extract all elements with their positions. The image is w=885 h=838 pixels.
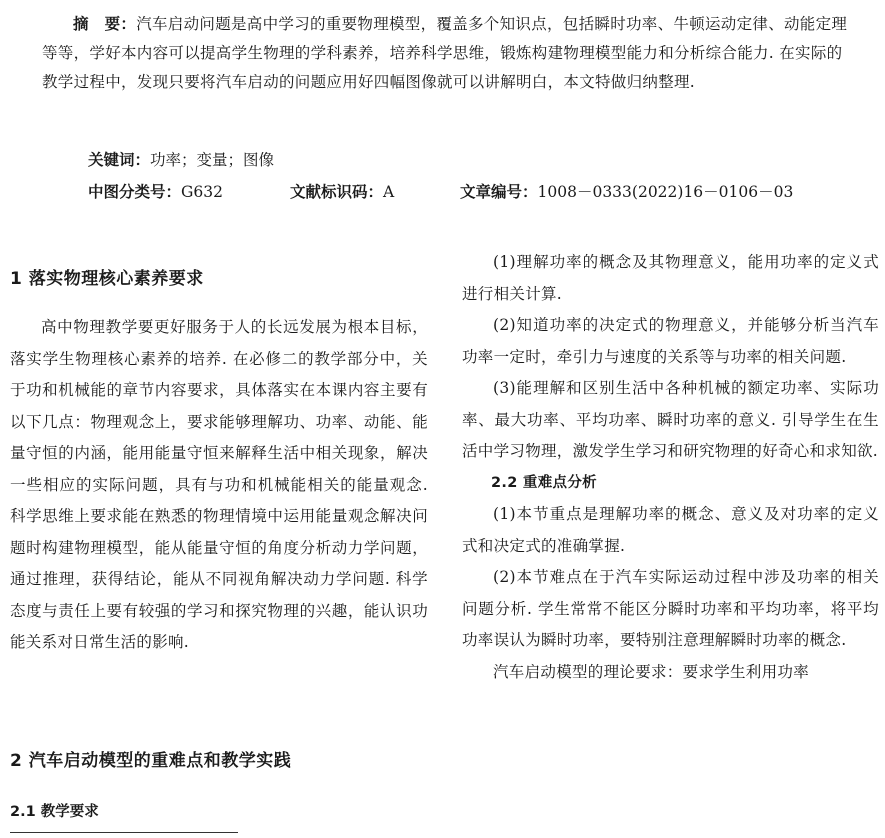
footnote-rule: [10, 832, 238, 833]
paragraph: (1)理解功率的概念及其物理意义，能用功率的定义式进行相关计算.: [462, 253, 879, 303]
paragraph: 高中物理教学要更好服务于人的长远发展为根本目标，落实学生物理核心素养的培养. 在必修二的教学部分中，关于功和机械能的章节内容要求，具体落实在本课内容主要有以下几点：物理观念上，要求能够理解功、功率、动能、能量守恒的内涵，能用能量守恒来解释生活中相关现象，解决一些相应的实际问题，具有与功和机械能相关的能量观念. 科学思维上要求能在熟悉的物理情境中运用能量观念解决问题时构建物理模型，能从能量守恒的角度分析动力学问题，通过推理，获得结论，能从不同视角解决动力学问题. 科学态度与责任上要有较强的学习和探究物理的兴趣，能认识功能关系对日常生活的影响.: [10, 318, 428, 651]
paragraph: (2)知道功率的决定式的物理意义，并能够分析当汽车功率一定时，牵引力与速度的关系等与功率的相关问题.: [462, 316, 879, 366]
paragraph: (3)能理解和区别生活中各种机械的额定功率、实际功率、最大功率、平均功率、瞬时功率的意义. 引导学生在生活中学习物理，激发学生学习和研究物理的好奇心和求知欲.: [462, 379, 879, 460]
paragraph: 汽车启动模型的理论要求：要求学生利用功率: [493, 662, 810, 681]
left-column: [10, 312, 428, 659]
clc-label: 中图分类号：: [88, 183, 182, 201]
abstract: [42, 10, 850, 97]
right-column: [462, 247, 879, 688]
subsection-heading-2-1: 2.1 教学要求: [10, 804, 99, 820]
subsection-heading-2-2: 2.2 重难点分析: [491, 474, 597, 491]
abstract-text: 汽车启动问题是高中学习的重要物理模型，覆盖多个知识点，包括瞬时功率、牛顿运动定律、动能定理等等，学好本内容可以提高学生物理的学科素养，培养科学思维，锻炼构建物理模型能力和分析综合能力. 在实际的教学过程中，发现只要将汽车启动的问题应用好四幅图像就可以讲解明白，本文特做归纳整理.: [42, 15, 848, 91]
keywords-text: 功率；变量；图像: [150, 151, 275, 169]
keywords-label: 关键词：: [88, 151, 151, 169]
doc-value: A: [383, 183, 395, 201]
keywords: [88, 146, 274, 175]
section-heading-1: 1 落实物理核心素养要求: [10, 269, 204, 289]
section-heading-2: 2 汽车启动模型的重难点和教学实践: [10, 751, 292, 771]
art-value: 1008－0333(2022)16－0106－03: [537, 183, 794, 201]
document-code: [290, 178, 394, 207]
doc-label: 文献标识码：: [290, 183, 384, 201]
paragraph: (2)本节难点在于汽车实际运动过程中涉及功率的相关问题分析. 学生常常不能区分瞬时功率和平均功率，将平均功率误认为瞬时功率，要特别注意理解瞬时功率的概念.: [462, 568, 879, 649]
abstract-label: 摘 要：: [73, 15, 137, 33]
article-number: [460, 178, 793, 207]
paragraph: (1)本节重点是理解功率的概念、意义及对功率的定义式和决定式的准确掌握.: [462, 505, 879, 555]
clc-number: [88, 178, 223, 207]
clc-value: G632: [181, 183, 223, 201]
art-label: 文章编号：: [460, 183, 538, 201]
